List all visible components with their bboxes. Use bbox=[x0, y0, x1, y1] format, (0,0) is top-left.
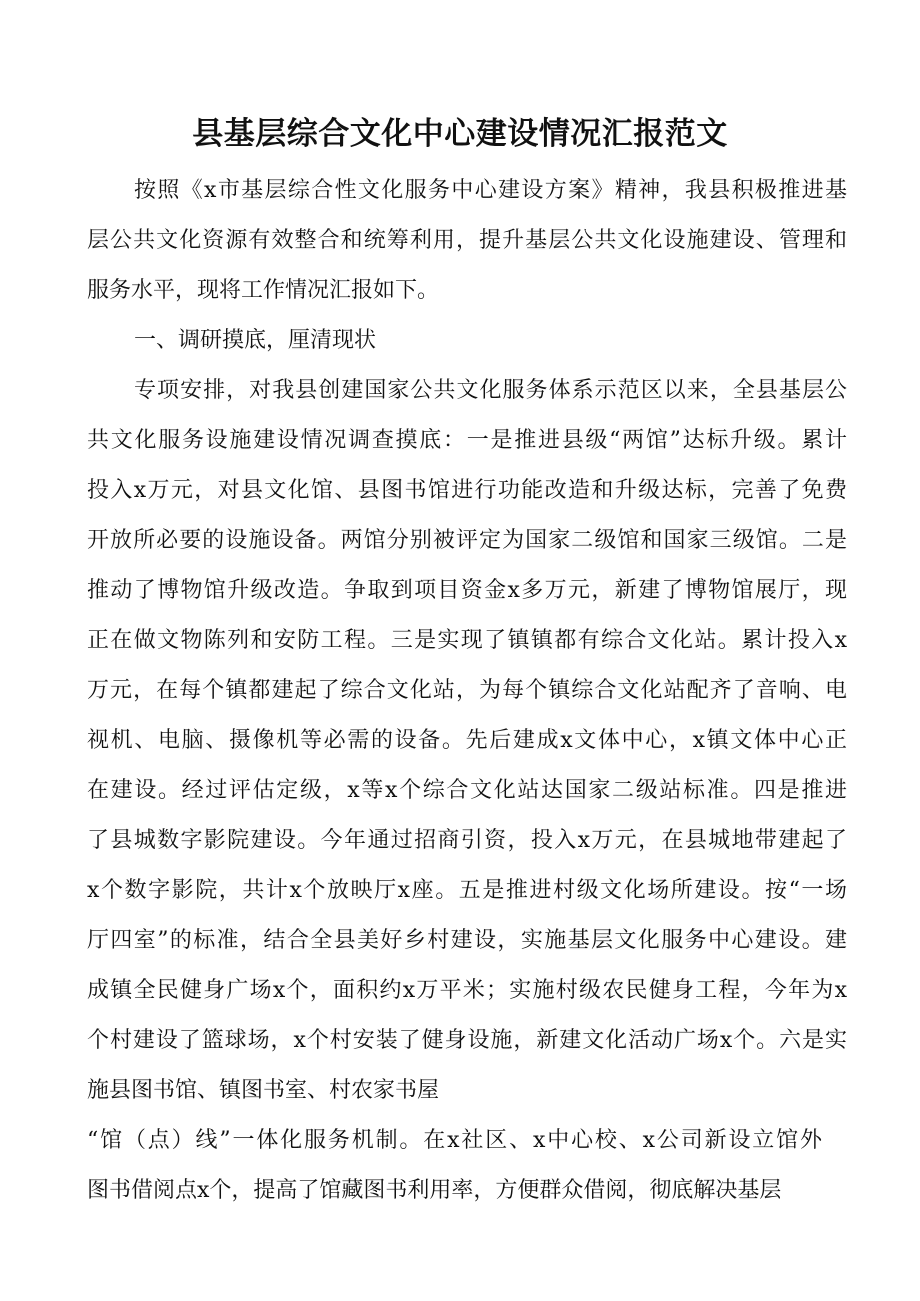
paragraph-line: 共文化服务设施建设情况调查摸底：一是推进县级“两馆”达标升级。累计 bbox=[87, 428, 847, 453]
paragraph-line: 个村建设了篮球场，x个村安装了健身设施，新建文化活动广场x个。六是实 bbox=[87, 1028, 847, 1053]
paragraph-line: 推动了博物馆升级改造。争取到项目资金x多万元，新建了博物馆展厅，现 bbox=[87, 578, 847, 603]
paragraph-line: 层公共文化资源有效整合和统筹利用，提升基层公共文化设施建设、管理和 bbox=[87, 228, 847, 253]
paragraph-line: 了县城数字影院建设。今年通过招商引资，投入x万元，在县城地带建起了 bbox=[87, 828, 847, 853]
paragraph-line: 施县图书馆、镇图书室、村农家书屋 bbox=[87, 1078, 440, 1103]
paragraph-line: 正在做文物陈列和安防工程。三是实现了镇镇都有综合文化站。累计投入x bbox=[87, 628, 847, 653]
paragraph-line: 视机、电脑、摄像机等必需的设备。先后建成x文体中心，x镇文体中心正 bbox=[87, 728, 847, 753]
paragraph-line: “馆（点）线”一体化服务机制。在x社区、x中心校、x公司新设立馆外 bbox=[87, 1128, 822, 1153]
paragraph-line: 厅四室”的标准，结合全县美好乡村建设，实施基层文化服务中心建设。建 bbox=[87, 928, 847, 953]
paragraph-line: 专项安排，对我县创建国家公共文化服务体系示范区以来，全县基层公 bbox=[134, 378, 847, 403]
paragraph-line: 服务水平，现将工作情况汇报如下。 bbox=[87, 278, 440, 303]
paragraph-line: 成镇全民健身广场x个，面积约x万平米；实施村级农民健身工程，今年为x bbox=[87, 978, 847, 1003]
section-heading: 一、调研摸底，厘清现状 bbox=[134, 328, 377, 353]
paragraph-line: x个数字影院，共计x个放映厅x座。五是推进村级文化场所建设。按“一场 bbox=[87, 878, 847, 903]
document-title: 县基层综合文化中心建设情况汇报范文 bbox=[192, 116, 728, 152]
paragraph-line: 万元，在每个镇都建起了综合文化站，为每个镇综合文化站配齐了音响、电 bbox=[87, 678, 847, 703]
paragraph-line: 在建设。经过评估定级，x等x个综合文化站达国家二级站标准。四是推进 bbox=[87, 778, 847, 803]
paragraph-line: 按照《x市基层综合性文化服务中心建设方案》精神，我县积极推进基 bbox=[134, 178, 847, 203]
paragraph-line: 投入x万元，对县文化馆、县图书馆进行功能改造和升级达标，完善了免费 bbox=[87, 478, 847, 503]
paragraph-line: 图书借阅点x个，提高了馆藏图书利用率，方便群众借阅，彻底解决基层 bbox=[87, 1178, 782, 1203]
paragraph-line: 开放所必要的设施设备。两馆分别被评定为国家二级馆和国家三级馆。二是 bbox=[87, 528, 847, 553]
